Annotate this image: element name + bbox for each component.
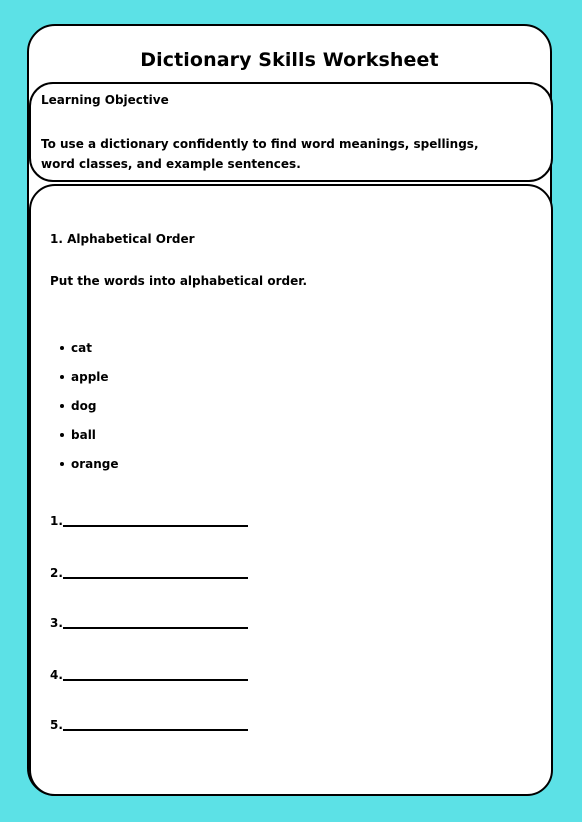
word-label: cat bbox=[71, 341, 92, 355]
objective-heading: Learning Objective bbox=[41, 93, 169, 107]
word-label: apple bbox=[71, 370, 109, 384]
answer-row bbox=[50, 514, 248, 528]
bullet-icon bbox=[60, 404, 64, 408]
word-label: dog bbox=[71, 399, 97, 413]
answer-row bbox=[50, 718, 248, 732]
answer-line[interactable] bbox=[63, 525, 248, 527]
answer-line[interactable] bbox=[63, 577, 248, 579]
bullet-icon bbox=[60, 433, 64, 437]
section-instruction: Put the words into alphabetical order. bbox=[50, 274, 307, 288]
section-title: 1. Alphabetical Order bbox=[50, 232, 195, 246]
bullet-icon bbox=[60, 462, 64, 466]
answer-row bbox=[50, 668, 248, 682]
word-list bbox=[60, 338, 119, 483]
word-label: ball bbox=[71, 428, 96, 442]
answer-line[interactable] bbox=[63, 679, 248, 681]
bullet-icon bbox=[60, 346, 64, 350]
list-item bbox=[60, 454, 119, 483]
answer-row bbox=[50, 566, 248, 580]
answer-row bbox=[50, 616, 248, 630]
answer-line[interactable] bbox=[63, 627, 248, 629]
list-item bbox=[60, 338, 119, 367]
objective-text: To use a dictionary confidently to find word meanings, spellings, word classes, and example sentences. bbox=[41, 137, 479, 171]
answer-number: 5. bbox=[50, 718, 63, 732]
list-item bbox=[60, 367, 119, 396]
answer-number: 1. bbox=[50, 514, 63, 528]
answer-number: 2. bbox=[50, 566, 63, 580]
list-item bbox=[60, 425, 119, 454]
word-label: orange bbox=[71, 457, 119, 471]
answer-number: 3. bbox=[50, 616, 63, 630]
worksheet-title: Dictionary Skills Worksheet bbox=[140, 49, 439, 71]
answer-line[interactable] bbox=[63, 729, 248, 731]
bullet-icon bbox=[60, 375, 64, 379]
answer-number: 4. bbox=[50, 668, 63, 682]
list-item bbox=[60, 396, 119, 425]
